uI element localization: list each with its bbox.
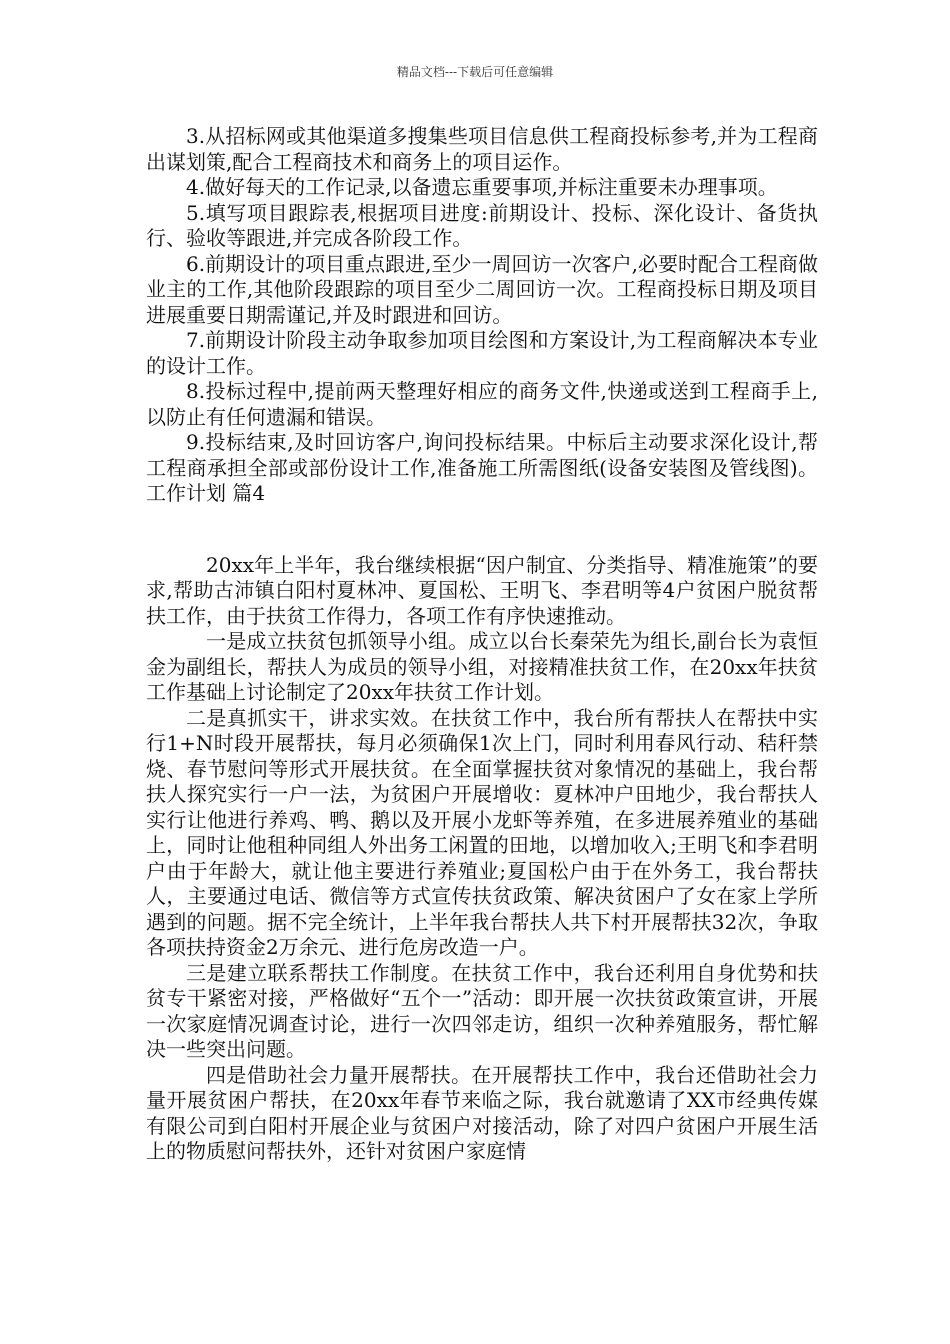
- paragraph-item-9: 9.投标结束,及时回访客户,询问投标结果。中标后主动要求深化设计,帮工程商承担全部或部份设计工作,准备施工所需图纸(设备安装图及管线图)。工作计划 篇4: [146, 430, 818, 505]
- paragraph-point-1: 一是成立扶贫包抓领导小组。成立以台长秦荣先为组长,副台长为袁恒金为副组长，帮扶人为成员的领导小组，对接精准扶贫工作，在20xx年扶贫工作基础上讨论制定了20xx年扶贫工作计划。: [146, 629, 818, 704]
- paragraph-item-3: 3.从招标网或其他渠道多搜集些项目信息供工程商投标参考,并为工程商出谋划策,配合工程商技术和商务上的项目运作。: [146, 124, 818, 174]
- paragraph-item-4: 4.做好每天的工作记录,以备遗忘重要事项,并标注重要未办理事项。: [186, 175, 778, 199]
- section-work-items: [146, 124, 818, 507]
- paragraph-item-5: 5.填写项目跟踪表,根据项目进度:前期设计、投标、深化设计、备货执行、验收等跟进,并完成各阶段工作。: [146, 200, 818, 250]
- paragraph-point-3: 三是建立联系帮扶工作制度。在扶贫工作中，我台还利用自身优势和扶贫专干紧密对接，严格做好“五个一”活动：即开展一次扶贫政策宣讲，开展一次家庭情况调查讨论，进行一次四邻走访，组织一次种养殖服务，帮忙解决一些突出问题。: [146, 960, 818, 1061]
- paragraph-point-4: 四是借助社会力量开展帮扶。在开展帮扶工作中，我台还借助社会力量开展贫困户帮扶，在20xx年春节来临之际，我台就邀请了XX市经典传媒有限公司到白阳村开展企业与贫困户对接活动，除了对四户贫困户开展生活上的物质慰问帮扶外，还针对贫困户家庭情: [146, 1062, 818, 1163]
- paragraph-item-8: 8.投标过程中,提前两天整理好相应的商务文件,快递或送到工程商手上,以防止有任何遗漏和错误。: [146, 379, 818, 429]
- section-poverty-relief: [146, 553, 818, 1165]
- paragraph-item-6: 6.前期设计的项目重点跟进,至少一周回访一次客户,必要时配合工程商做业主的工作,其他阶段跟踪的项目至少二周回访一次。工程商投标日期及项目进展重要日期需谨记,并及时跟进和回访。: [146, 251, 818, 327]
- section-spacer: [146, 507, 818, 553]
- paragraph-point-2: 二是真抓实干，讲求实效。在扶贫工作中，我台所有帮扶人在帮扶中实行1+N时段开展帮扶，每月必须确保1次上门，同时利用春风行动、秸秆禁烧、春节慰问等形式开展扶贫。在全面掌握扶贫对象情况的基础上，我台帮扶人探究实行一户一法，为贫困户开展增收：夏林冲户田地少，我台帮扶人实行让他进行养鸡、鸭、鹅以及开展小龙虾等养殖，在多进展养殖业的基础上，同时让他租种同组人外出务工闲置的田地，以增加收入;王明飞和李君明户由于年龄大，就让他主要进行养殖业;夏国松户由于在外务工，我台帮扶人，主要通过电话、微信等方式宣传扶贫政策、解决贫困户了女在家上学所遇到的问题。据不完全统计，上半年我台帮扶人共下村开展帮扶32次，争取各项扶持资金2万余元、进行危房改造一户。: [146, 705, 818, 959]
- page-header: 精品文档---下载后可任意编辑: [396, 65, 554, 79]
- paragraph-item-7: 7.前期设计阶段主动争取参加项目绘图和方案设计,为工程商解决本专业的设计工作。: [146, 328, 818, 378]
- document-body: [146, 124, 818, 1165]
- paragraph-intro: 20xx年上半年，我台继续根据“因户制宜、分类指导、精准施策”的要求,帮助古沛镇白阳村夏林冲、夏国松、王明飞、李君明等4户贫困户脱贫帮扶工作，由于扶贫工作得力，各项工作有序快速推动。: [146, 552, 818, 628]
